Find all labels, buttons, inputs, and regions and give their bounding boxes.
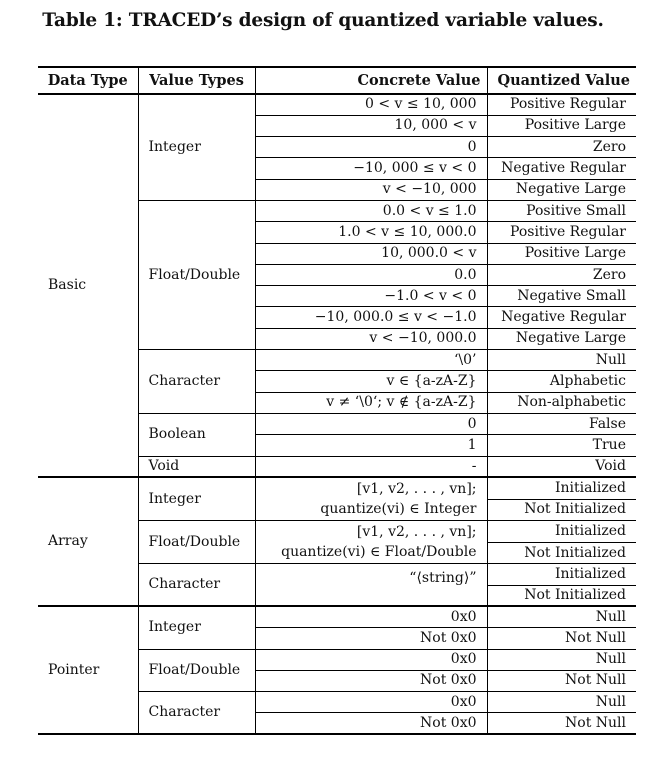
table-row (38, 94, 636, 115)
value-type-character: Character (138, 692, 255, 735)
quantized-value: Positive Large (487, 243, 636, 264)
quantization-table (38, 66, 636, 735)
quantized-value: Not Initialized (487, 585, 636, 606)
quantized-value: Alphabetic (487, 371, 636, 392)
quantized-value: True (487, 435, 636, 456)
quantized-value: Not Null (487, 628, 636, 649)
concrete-value (255, 477, 487, 521)
concrete-value: −10, 000.0 ≤ v < −1.0 (255, 307, 487, 328)
value-type-boolean: Boolean (138, 413, 255, 456)
concrete-value: 10, 000.0 < v (255, 243, 487, 264)
quantized-value: Not Initialized (487, 542, 636, 564)
quantized-value: Negative Large (487, 179, 636, 200)
quantized-value: Null (487, 350, 636, 371)
quantized-value: Positive Large (487, 115, 636, 136)
concrete-value: 0x0 (255, 649, 487, 670)
data-type-array: Array (38, 477, 138, 606)
value-type-character: Character (138, 564, 255, 607)
quantized-value: Zero (487, 264, 636, 285)
concrete-value: −10, 000 ≤ v < 0 (255, 158, 487, 179)
quantized-value: Positive Regular (487, 222, 636, 243)
concrete-value: 0.0 (255, 264, 487, 285)
concrete-value: Not 0x0 (255, 628, 487, 649)
quantized-value: Negative Small (487, 286, 636, 307)
concrete-value: “⟨string⟩” (255, 564, 487, 607)
concrete-value: Not 0x0 (255, 670, 487, 691)
quantized-value: Negative Regular (487, 158, 636, 179)
concrete-value: 0 (255, 413, 487, 434)
quantized-value: Not Null (487, 670, 636, 691)
concrete-value: Not 0x0 (255, 713, 487, 734)
concrete-line: [v1, v2, . . . , vn]; (356, 524, 477, 541)
quantized-value: Not Initialized (487, 499, 636, 521)
header-data-type: Data Type (38, 67, 138, 94)
table-caption (0, 10, 646, 31)
quantized-value: Zero (487, 137, 636, 158)
data-type-pointer: Pointer (38, 606, 138, 734)
header-row (38, 67, 636, 94)
concrete-value: - (255, 456, 487, 477)
concrete-value: ‘\0’ (255, 350, 487, 371)
value-type-character: Character (138, 350, 255, 414)
quantized-value: Null (487, 649, 636, 670)
concrete-value: −1.0 < v < 0 (255, 286, 487, 307)
value-type-float-double: Float/Double (138, 649, 255, 692)
concrete-value: v < −10, 000 (255, 179, 487, 200)
quantized-value: Not Null (487, 713, 636, 734)
quantized-value: Non-alphabetic (487, 392, 636, 413)
quantized-value: Initialized (487, 521, 636, 543)
quantized-value: Null (487, 692, 636, 713)
quantized-value: Positive Regular (487, 94, 636, 115)
table-row (38, 606, 636, 627)
value-type-integer: Integer (138, 477, 255, 521)
value-type-float-double: Float/Double (138, 521, 255, 564)
concrete-line: quantize(vi) ∈ Float/Double (281, 544, 477, 561)
quantized-value: Positive Small (487, 200, 636, 221)
value-type-void: Void (138, 456, 255, 477)
quantized-value: Void (487, 456, 636, 477)
concrete-value: 1 (255, 435, 487, 456)
value-type-integer: Integer (138, 606, 255, 649)
header-concrete-value: Concrete Value (255, 67, 487, 94)
value-type-integer: Integer (138, 94, 255, 200)
concrete-value: v ≠ ‘\0‘; v ∉ {a-zA-Z} (255, 392, 487, 413)
concrete-line: quantize(vi) ∈ Integer (320, 501, 477, 518)
concrete-value: 0.0 < v ≤ 1.0 (255, 200, 487, 221)
concrete-value: v < −10, 000.0 (255, 328, 487, 349)
concrete-value: v ∈ {a-zA-Z} (255, 371, 487, 392)
concrete-value: 0x0 (255, 606, 487, 627)
concrete-value (255, 521, 487, 564)
concrete-value: 1.0 < v ≤ 10, 000.0 (255, 222, 487, 243)
caption-text: TRACED’s design of quantized variable values. (128, 10, 604, 31)
quantized-value: Negative Large (487, 328, 636, 349)
concrete-value: 0 < v ≤ 10, 000 (255, 94, 487, 115)
value-type-float-double: Float/Double (138, 200, 255, 349)
concrete-line: [v1, v2, . . . , vn]; (356, 481, 477, 498)
header-value-types: Value Types (138, 67, 255, 94)
quantized-value: Initialized (487, 477, 636, 499)
header-quantized-value: Quantized Value (487, 67, 636, 94)
quantized-value: False (487, 413, 636, 434)
concrete-value: 0 (255, 137, 487, 158)
quantized-value: Negative Regular (487, 307, 636, 328)
concrete-value: 10, 000 < v (255, 115, 487, 136)
concrete-value: 0x0 (255, 692, 487, 713)
data-type-basic: Basic (38, 94, 138, 477)
table-row (38, 477, 636, 499)
caption-label: Table 1: (42, 10, 123, 31)
quantized-value: Initialized (487, 564, 636, 585)
quantized-value: Null (487, 606, 636, 627)
